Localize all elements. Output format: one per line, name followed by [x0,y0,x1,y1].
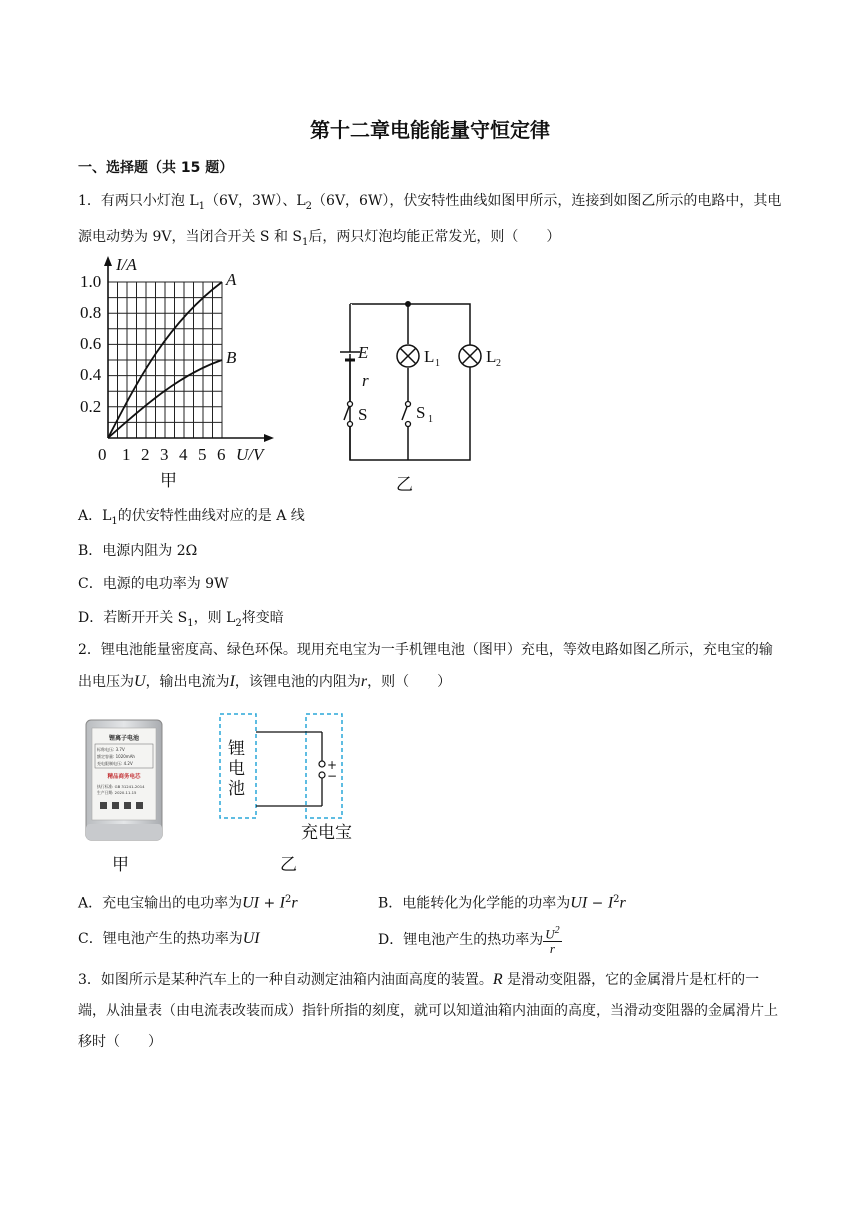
svg-text:锂离子电池: 锂离子电池 [108,735,140,742]
switch-s1-label: S [416,403,426,422]
q1-option-c[interactable]: C．电源的电功率为 9W [78,576,229,592]
svg-text:执行标准: GB 31241-2014: 执行标准: GB 31241-2014 [97,784,145,789]
q2-option-d[interactable]: D．锂电池产生的热功率为 $\frac{U^2}{r}$ [378,925,560,957]
charging-circuit-diagram [214,710,364,844]
svg-text:1: 1 [428,414,433,425]
svg-text:充电限制电压: 4.2V: 充电限制电压: 4.2V [97,761,133,766]
svg-text:额定容量: 1020mAh: 额定容量: 1020mAh [97,754,135,759]
svg-text:−: − [327,769,338,783]
svg-text:1: 1 [435,358,440,369]
x-axis-label: U/V [236,445,264,464]
charger-label: 充电宝 [301,823,352,843]
internal-resistance-label: r [362,371,369,390]
svg-text:标称电压: 3.7V: 标称电压: 3.7V [97,747,125,752]
x-tick: 5 [198,445,207,464]
svg-text:锂: 锂 [228,739,245,759]
question-3-stem: 3．如图所示是某种汽车上的一种自动测定油箱内油面高度的装置。R 是滑动变阻器，它的金属滑片是杠杆的一端，从油量表（由电流表改装而成）指针所指的刻度，就可以知道油箱内油面的高度，当滑动变阻器的金属滑片上移时（ ） [78,971,778,1050]
curve-a-label: A [226,270,237,289]
figure-caption-jia: 甲 [160,471,177,491]
x-tick: 1 [122,445,131,464]
svg-text:2: 2 [496,358,501,369]
q2-option-a[interactable]: A．充电宝输出的电功率为UI + $I^2r$ [78,894,298,912]
q1-option-a[interactable]: A．$L_1$的伏安特性曲线对应的是 A 线 [78,508,305,527]
figure-caption-yi: 乙 [396,475,413,495]
section-heading: 一、选择题（共 15 题） [78,160,234,176]
svg-text:电: 电 [228,759,245,779]
curve-b-label: B [226,348,237,367]
lithium-battery-photo [82,716,168,844]
figure-caption-yi-q2: 乙 [280,855,297,875]
y-axis-label: I/A [116,255,137,274]
emf-label: E [358,343,369,362]
svg-text:精品商务电芯: 精品商务电芯 [107,774,141,780]
q1-option-d[interactable]: D．若断开开关 $S_1$，则 $L_2$将变暗 [78,610,284,629]
x-tick: 6 [217,445,226,464]
q1-option-b[interactable]: B．电源内阻为 2Ω [78,543,198,559]
question-2-stem: 2．锂电池能量密度高、绿色环保。现用充电宝为一手机锂电池（图甲）充电，等效电路如图乙所示，充电宝的输出电压为U，输出电流为I，该锂电池的内阻为r，则（ ） [78,642,773,690]
y-tick: 0.2 [80,397,102,416]
page-title: 第十二章电能能量守恒定律 [310,118,550,142]
lamp-l2-label: L [486,347,497,366]
y-tick: 0.8 [80,303,102,322]
svg-text:池: 池 [228,779,245,799]
q2-option-b[interactable]: B．电能转化为化学能的功率为UI − $I^2r$ [378,894,626,912]
svg-text:+: + [327,758,338,772]
x-tick: 3 [160,445,169,464]
q2-option-c[interactable]: C．锂电池产生的热功率为UI [78,930,260,947]
lamp-l1-label: L [424,347,435,366]
iv-curve-graph [76,254,286,494]
y-tick: 0.6 [80,334,102,353]
x-tick: 4 [179,445,188,464]
figure-caption-jia-q2: 甲 [112,855,129,875]
y-tick: 1.0 [80,272,102,291]
x-tick: 2 [141,445,150,464]
switch-s-label: S [358,405,368,424]
x-tick: 0 [98,445,107,464]
question-1-stem: 1．有两只小灯泡 $L_1(6V$，3W）、$L_2(6V$，6W），伏安特性曲线如图甲所示，连接到如图乙所示的电路中，其电源电动势为 9V，当闭合开关 S 和 $S_1$后，两只灯泡均能正常发光，则（ ） [78,193,782,248]
y-tick: 0.4 [80,365,102,384]
svg-text:生产日期: 2020.11.15: 生产日期: 2020.11.15 [97,790,137,795]
circuit-diagram-q1 [330,292,500,496]
